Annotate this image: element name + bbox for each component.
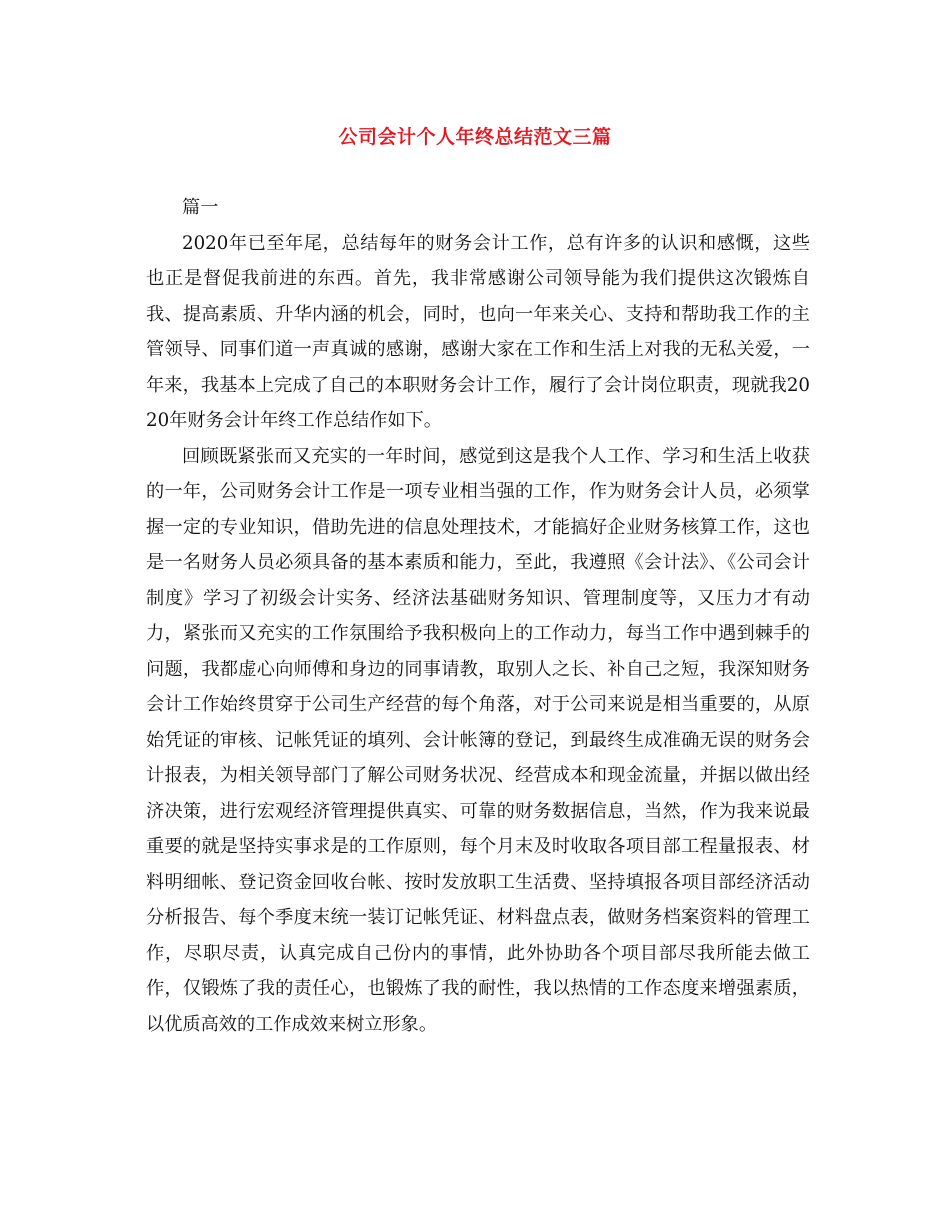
paragraph-2: 回顾既紧张而又充实的一年时间，感觉到这是我个人工作、学习和生活上收获的一年，公司财务会计工作是一项专业相当强的工作，作为财务会计人员，必须掌握一定的专业知识，借助先进的信息处理技术，才能搞好企业财务核算工作，这也是一名财务人员必须具备的基本素质和能力，至此，我遵照《会计法》、《公司会计制度》学习了初级会计实务、经济法基础财务知识、管理制度等，又压力才有动力，紧张而又充实的工作氛围给予我积极向上的工作动力，每当工作中遇到棘手的问题，我都虚心向师傅和身边的同事请教，取别人之长、补自己之短，我深知财务会计工作始终贯穿于公司生产经营的每个角落，对于公司来说是相当重要的，从原始凭证的审核、记帐凭证的填列、会计帐簿的登记，到最终生成准确无误的财务会计报表，为相关领导部门了解公司财务状况、经营成本和现金流量，并据以做出经济决策，进行宏观经济管理提供真实、可靠的财务数据信息，当然，作为我来说最重要的就是坚持实事求是的工作原则，每个月末及时收取各项目部工程量报表、材料明细帐、登记资金回收台帐、按时发放职工生活费、坚持填报各项目部经济活动分析报告、每个季度末统一装订记帐凭证、材料盘点表，做财务档案资料的管理工作，尽职尽责，认真完成自己份内的事情，此外协助各个项目部尽我所能去做工作，仅锻炼了我的责任心，也锻炼了我的耐性，我以热情的工作态度来增强素质，以优质高效的工作成效来树立形象。	[146, 445, 810, 1035]
document-body	[146, 190, 810, 1042]
section-heading: 篇一	[182, 197, 219, 218]
document-title: 公司会计个人年终总结范文三篇	[338, 126, 612, 148]
paragraph-1: 2020年已至年尾，总结每年的财务会计工作，总有许多的认识和感慨，这些也正是督促我前进的东西。首先，我非常感谢公司领导能为我们提供这次锻炼自我、提高素质、升华内涵的机会，同时，也向一年来关心、支持和帮助我工作的主管领导、同事们道一声真诚的感谢，感谢大家在工作和生活上对我的无私关爱，一年来，我基本上完成了自己的本职财务会计工作，履行了会计岗位职责，现就我2020年财务会计年终工作总结作如下。	[146, 232, 810, 431]
